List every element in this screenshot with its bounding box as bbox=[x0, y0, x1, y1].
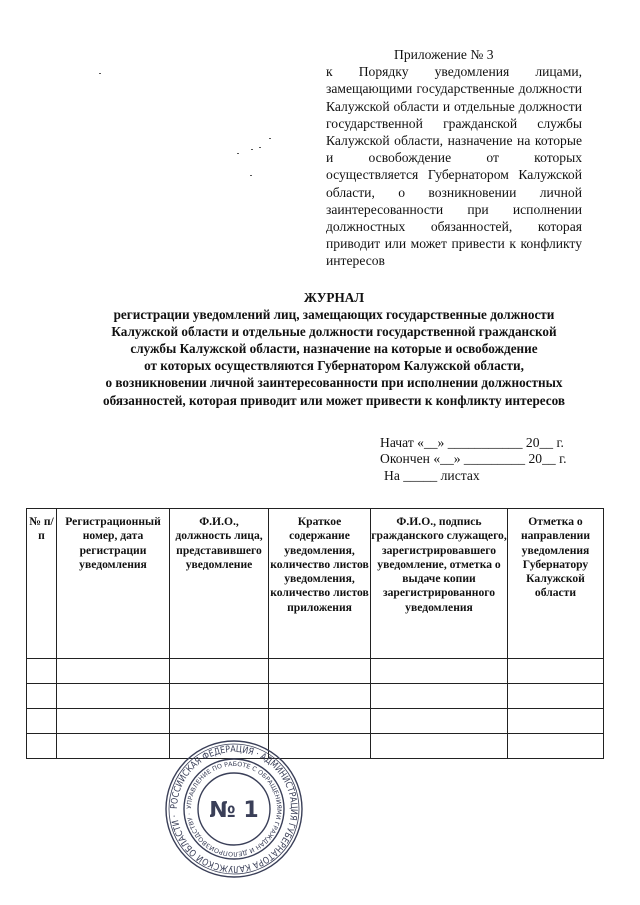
table-row bbox=[27, 709, 604, 734]
table-cell bbox=[27, 709, 57, 734]
sheets-count-line: На _____ листах bbox=[384, 467, 480, 483]
col-header-registration: Регистрационный номер, дата регистрации уведомления bbox=[57, 509, 170, 659]
appendix-title: Приложение № 3 bbox=[394, 47, 494, 62]
journal-subtitle-line: службы Калужской области, назначение на которые и освобождение bbox=[130, 341, 538, 357]
appendix-block bbox=[326, 46, 582, 270]
table-row bbox=[27, 684, 604, 709]
table-cell bbox=[57, 709, 170, 734]
stamp-inner-text: УПРАВЛЕНИЕ ПО РАБОТЕ С ОБРАЩЕНИЯМИ ГРАЖДАН И ДЕЛОПРОИЗВОДСТВУ · bbox=[185, 760, 283, 858]
table-header-row bbox=[27, 509, 604, 659]
table-cell bbox=[371, 659, 508, 684]
table-cell bbox=[269, 709, 371, 734]
scan-speck bbox=[269, 138, 271, 139]
scan-speck bbox=[259, 147, 261, 148]
appendix-text: к Порядку уведомления лицами, замещающими государственные должности Калужской области и отдельные должности государственной гражданской службы Калужской области, назначение на которые и освобождение от которых осуществляется Губернатором Калужской области, о возникновении личной заинтересованности при исполнении должностных обязанностей, которая приводит или может привести к конфликту интересов bbox=[326, 64, 582, 269]
table-cell bbox=[57, 684, 170, 709]
journal-title: ЖУРНАЛ bbox=[303, 290, 365, 305]
table-cell bbox=[170, 684, 269, 709]
table-cell bbox=[508, 734, 604, 759]
table-cell bbox=[27, 659, 57, 684]
journal-subtitle-line: обязанностей, которая приводит или может привести к конфликту интересов bbox=[102, 392, 566, 408]
finished-date-line: Окончен «__» _________ 20__ г. bbox=[380, 451, 567, 467]
table-cell bbox=[57, 659, 170, 684]
table-cell bbox=[57, 734, 170, 759]
table-cell bbox=[27, 684, 57, 709]
col-header-number: № п/п bbox=[27, 509, 57, 659]
col-header-registrar: Ф.И.О., подпись гражданского служащего, зарегистрировавшего уведомление, отметка о выдаче копии зарегистрированного уведомления bbox=[371, 509, 508, 659]
table-cell bbox=[27, 734, 57, 759]
journal-subtitle-line: от которых осуществляются Губернатором Калужской области, bbox=[144, 358, 524, 374]
scan-speck bbox=[99, 73, 101, 74]
table-cell bbox=[371, 734, 508, 759]
table-cell bbox=[170, 709, 269, 734]
stamp-number: № 1 bbox=[209, 798, 259, 823]
table-cell bbox=[508, 709, 604, 734]
col-header-governor-mark: Отметка о направлении уведомления Губернатору Калужской области bbox=[508, 509, 604, 659]
table-cell bbox=[269, 684, 371, 709]
col-header-summary: Краткое содержание уведомления, количество листов уведомления, количество листов приложения bbox=[269, 509, 371, 659]
table-cell bbox=[170, 659, 269, 684]
journal-heading bbox=[60, 289, 608, 409]
table-cell bbox=[371, 684, 508, 709]
col-header-submitter: Ф.И.О., должность лица, представившего уведомление bbox=[170, 509, 269, 659]
table-cell bbox=[508, 659, 604, 684]
journal-meta bbox=[380, 435, 567, 484]
stamp-outer-text: РОССИЙСКАЯ ФЕДЕРАЦИЯ · АДМИНИСТРАЦИЯ ГУБЕРНАТОРА КАЛУЖСКОЙ ОБЛАСТИ · bbox=[168, 743, 300, 875]
table-row bbox=[27, 734, 604, 759]
official-stamp bbox=[163, 738, 305, 880]
scan-speck bbox=[250, 175, 252, 176]
registration-table bbox=[26, 508, 604, 759]
scan-speck bbox=[237, 153, 239, 154]
table-cell bbox=[371, 709, 508, 734]
table-cell bbox=[508, 684, 604, 709]
journal-subtitle-line: Калужской области и отдельные должности государственной гражданской bbox=[111, 324, 557, 340]
started-date-line: Начат «__» ___________ 20__ г. bbox=[380, 435, 564, 450]
table-cell bbox=[269, 659, 371, 684]
scan-speck bbox=[251, 149, 253, 150]
table-row bbox=[27, 659, 604, 684]
journal-subtitle-line: о возникновении личной заинтересованности при исполнении должностных bbox=[105, 375, 563, 391]
journal-subtitle-line: регистрации уведомлений лиц, замещающих государственные должности bbox=[113, 307, 555, 323]
